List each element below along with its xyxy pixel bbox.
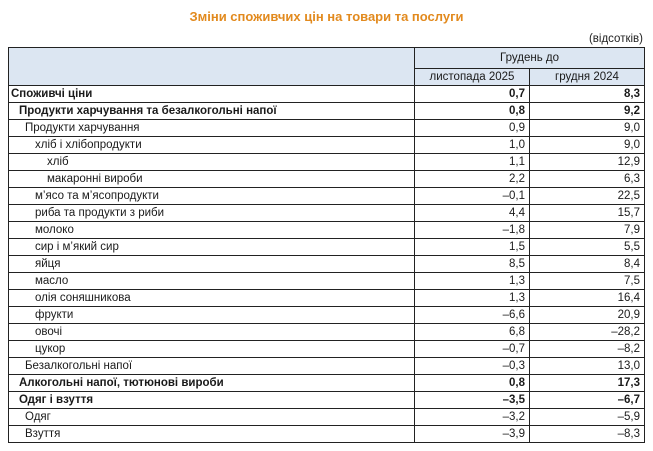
- header-col-year: грудня 2024: [530, 69, 645, 86]
- table-row: [9, 307, 645, 324]
- row-value-year: 13,0: [530, 358, 645, 375]
- table-row: [9, 86, 645, 103]
- row-label: Продукти харчування та безалкогольні напої: [9, 103, 415, 120]
- row-value-month: 1,3: [415, 273, 530, 290]
- row-value-month: 6,8: [415, 324, 530, 341]
- row-label: овочі: [9, 324, 415, 341]
- table-row: [9, 324, 645, 341]
- row-label: риба та продукти з риби: [9, 205, 415, 222]
- row-value-month: 1,3: [415, 290, 530, 307]
- table-row: [9, 392, 645, 409]
- table-body: [9, 86, 645, 443]
- row-value-month: –0,3: [415, 358, 530, 375]
- row-value-month: –0,1: [415, 188, 530, 205]
- row-value-year: 6,3: [530, 171, 645, 188]
- row-label: м’ясо та м’ясопродукти: [9, 188, 415, 205]
- price-changes-table: [8, 47, 645, 443]
- table-row: [9, 341, 645, 358]
- row-value-year: 9,0: [530, 137, 645, 154]
- row-value-year: –5,9: [530, 409, 645, 426]
- table-row: [9, 188, 645, 205]
- page-title: Зміни споживчих цін на товари та послуги: [189, 9, 464, 24]
- row-value-month: 2,2: [415, 171, 530, 188]
- row-label: макаронні вироби: [9, 171, 415, 188]
- row-label: Продукти харчування: [9, 120, 415, 137]
- row-value-year: –28,2: [530, 324, 645, 341]
- row-value-year: 5,5: [530, 239, 645, 256]
- row-label: фрукти: [9, 307, 415, 324]
- table-row: [9, 171, 645, 188]
- row-value-month: 0,7: [415, 86, 530, 103]
- row-value-year: –8,2: [530, 341, 645, 358]
- table-row: [9, 409, 645, 426]
- row-label: молоко: [9, 222, 415, 239]
- row-label: хліб: [9, 154, 415, 171]
- table-row: [9, 375, 645, 392]
- row-label: Споживчі ціни: [9, 86, 415, 103]
- table-row: [9, 290, 645, 307]
- table-row: [9, 120, 645, 137]
- row-value-year: 7,5: [530, 273, 645, 290]
- row-value-year: 16,4: [530, 290, 645, 307]
- row-value-month: 4,4: [415, 205, 530, 222]
- row-value-month: 0,8: [415, 103, 530, 120]
- row-value-month: –3,2: [415, 409, 530, 426]
- header-group: Грудень до: [415, 48, 645, 69]
- table-row: [9, 137, 645, 154]
- row-value-month: 8,5: [415, 256, 530, 273]
- table-row: [9, 239, 645, 256]
- row-value-year: 17,3: [530, 375, 645, 392]
- row-value-month: –3,9: [415, 426, 530, 443]
- row-value-year: 15,7: [530, 205, 645, 222]
- row-value-year: –8,3: [530, 426, 645, 443]
- row-value-year: 12,9: [530, 154, 645, 171]
- row-label: яйця: [9, 256, 415, 273]
- row-value-year: 8,3: [530, 86, 645, 103]
- row-value-year: –6,7: [530, 392, 645, 409]
- row-value-month: –6,6: [415, 307, 530, 324]
- row-value-month: 1,5: [415, 239, 530, 256]
- row-value-year: 7,9: [530, 222, 645, 239]
- table-row: [9, 154, 645, 171]
- row-label: сир і м’який сир: [9, 239, 415, 256]
- row-value-month: 1,0: [415, 137, 530, 154]
- row-value-month: –1,8: [415, 222, 530, 239]
- header-col-month: листопада 2025: [415, 69, 530, 86]
- row-label: Одяг і взуття: [9, 392, 415, 409]
- row-value-year: 22,5: [530, 188, 645, 205]
- table-row: [9, 222, 645, 239]
- row-label: Безалкогольні напої: [9, 358, 415, 375]
- row-label: масло: [9, 273, 415, 290]
- row-value-month: 0,8: [415, 375, 530, 392]
- table-row: [9, 358, 645, 375]
- row-value-year: 20,9: [530, 307, 645, 324]
- table-row: [9, 205, 645, 222]
- row-label: хліб і хлібопродукти: [9, 137, 415, 154]
- header-blank-cell: [9, 48, 415, 86]
- table-row: [9, 256, 645, 273]
- table-row: [9, 103, 645, 120]
- row-value-month: –0,7: [415, 341, 530, 358]
- row-label: цукор: [9, 341, 415, 358]
- row-label: Одяг: [9, 409, 415, 426]
- row-value-year: 8,4: [530, 256, 645, 273]
- row-value-month: –3,5: [415, 392, 530, 409]
- row-label: Взуття: [9, 426, 415, 443]
- row-value-month: 1,1: [415, 154, 530, 171]
- table-row: [9, 273, 645, 290]
- row-value-year: 9,0: [530, 120, 645, 137]
- table-row: [9, 426, 645, 443]
- row-value-month: 0,9: [415, 120, 530, 137]
- unit-label: (відсотків): [588, 33, 643, 45]
- row-value-year: 9,2: [530, 103, 645, 120]
- row-label: олія соняшникова: [9, 290, 415, 307]
- row-label: Алкогольні напої, тютюнові вироби: [9, 375, 415, 392]
